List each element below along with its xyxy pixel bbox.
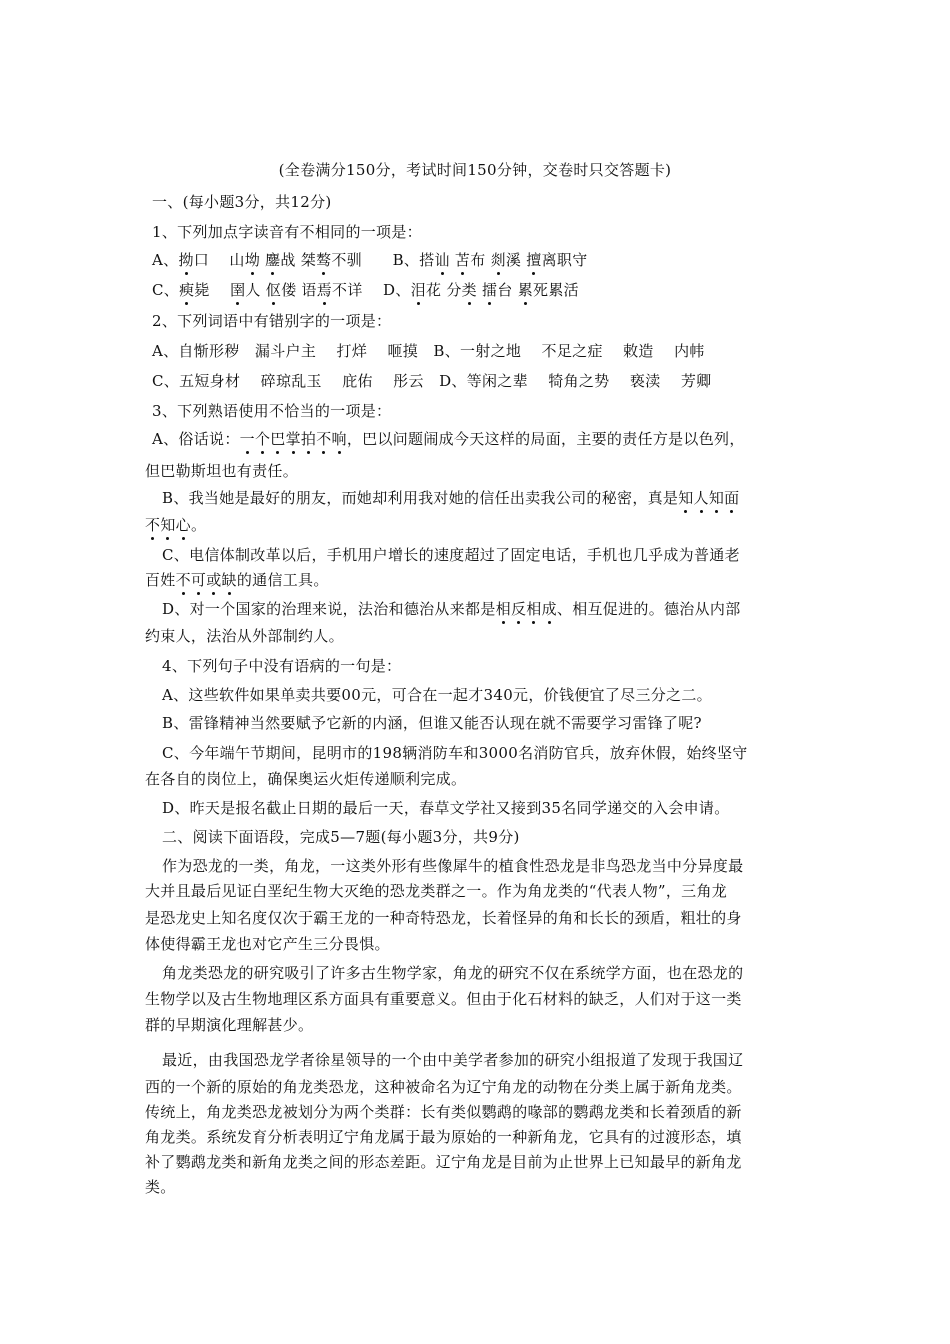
text-segment: 战 桀	[280, 251, 317, 269]
passage-p3-line: 补了鹦鹉龙类和新角龙类之间的形态差距。辽宁角龙是目前为止世界上已知最早的新角龙	[145, 1153, 742, 1171]
dotted-char: 成	[541, 600, 557, 618]
passage-p1-line: 大并且最后见证白垩纪生物大灭绝的恐龙类群之一。作为角龙类的“代表人物”，三角龙	[145, 882, 728, 900]
q3-option-c-cont	[145, 570, 329, 590]
q2-stem: 2、下列词语中有错别字的一项是：	[152, 312, 392, 330]
section1-title: 一、(每小题3分，共12分)	[152, 193, 332, 211]
text-segment: 。	[190, 516, 207, 534]
passage-p1-line: 作为恐龙的一类，角龙，一这类外形有些像犀牛的植食性恐龙是非鸟恐龙当中分异度最	[162, 857, 744, 875]
dotted-char: 反	[510, 600, 527, 618]
q1-stem: 1、下列加点字读音有不相同的一项是：	[152, 223, 422, 241]
dotted-char: 人	[693, 489, 709, 507]
dotted-char: 鏖	[265, 251, 281, 269]
dotted-char: 面	[724, 489, 740, 507]
dotted-char: 个	[254, 430, 271, 448]
dotted-char: 掌	[285, 430, 301, 448]
q3-option-a	[152, 429, 745, 449]
dotted-char: 响	[331, 430, 347, 448]
q3-option-a-cont: 但巴勒斯坦也有责任。	[145, 462, 299, 480]
passage-p1-line: 体使得霸王龙也对它产生三分畏惧。	[145, 935, 390, 953]
text-segment: ，巴以问题闹成今天这样的局面，主要的责任方是以色列，	[346, 430, 745, 448]
text-segment: D、对一个国家的治理来说，法治和德治从来都是	[162, 600, 496, 618]
text-segment: 死累活	[533, 281, 579, 299]
text-segment: 不驯 B、搭	[331, 251, 435, 269]
q2-options-cd: C、五短身材 碎琼乱玉 庇佑 彤云 D、等闲之辈 犄角之势 亵渎 芳卿	[152, 372, 712, 390]
dotted-char: 瘐	[179, 281, 195, 299]
dotted-char: 知	[708, 489, 725, 507]
dotted-char: 拍	[300, 430, 317, 448]
text-segment: 布	[470, 251, 491, 269]
dotted-char: 擅	[526, 251, 542, 269]
text-segment: A、俗话说：	[152, 430, 240, 448]
dotted-char: 相	[495, 600, 511, 618]
text-segment: 、相互促进的。德治从内部	[556, 600, 741, 618]
q2-options-ab: A、自惭形秽 漏斗户主 打烊 咂摸 B、一射之地 不足之症 敕造 内帏	[152, 342, 705, 360]
dotted-char: 可	[190, 571, 207, 589]
q3-stem: 3、下列熟语使用不恰当的一项是：	[152, 402, 392, 420]
passage-p3-line: 传统上，角龙类恐龙被划分为两个类群：长有类似鹦鹉的喙部的鹦鹉龙类和长着颈盾的新	[145, 1103, 742, 1121]
dotted-char: 知	[678, 489, 694, 507]
text-segment: 离职守	[541, 251, 588, 269]
section2-title: 二、阅读下面语段，完成5—7题(每小题3分，共9分)	[162, 828, 520, 846]
text-segment: 口 山	[193, 251, 245, 269]
text-segment: C、	[152, 281, 180, 299]
text-segment: 花 分	[425, 281, 462, 299]
text-segment: A、	[152, 251, 179, 269]
passage-p2-line: 生物学以及古生物地理区系方面具有重要意义。但由于化石材料的缺乏，人们对于这一类	[145, 990, 742, 1008]
q4-option-b: B、雷锋精神当然要赋予它新的内涵，但谁又能否认现在就不需要学习雷锋了呢?	[162, 714, 702, 732]
q4-option-d: D、昨天是报名截止日期的最后一天，春草文学社又接到35名同学递交的入会申请。	[162, 799, 730, 817]
dotted-char: 巴	[270, 430, 286, 448]
text-segment: 百姓	[145, 571, 176, 589]
q3-option-c: C、电信体制改革以后，手机用户增长的速度超过了固定电话，手机也几乎成为普通老	[162, 546, 740, 564]
passage-p3-line: 最近，由我国恐龙学者徐星领导的一个由中美学者参加的研究小组报道了发现于我国辽	[162, 1051, 744, 1069]
dotted-char: 心	[175, 516, 191, 534]
dotted-char: 讪	[434, 251, 450, 269]
dotted-char: 不	[316, 430, 332, 448]
passage-p1-line: 是恐龙史上知名度仅次于霸王龙的一种奇特恐龙，长着怪异的角和长长的颈盾，粗壮的身	[145, 909, 742, 927]
q4-option-a: A、这些软件如果单卖共要00元，可合在一起才340元，价钱便宜了尽三分之二。	[162, 686, 712, 704]
q1-options-ab	[152, 250, 588, 270]
passage-p3-line: 类。	[145, 1178, 176, 1196]
q4-stem: 4、下列句子中没有语病的一句是：	[162, 657, 402, 675]
dotted-char: 类	[461, 281, 477, 299]
dotted-char: 不	[175, 571, 191, 589]
q3-option-d-cont: 约束人，法治从外部制约人。	[145, 627, 344, 645]
text-segment: 毙	[194, 281, 231, 299]
dotted-char: 累	[517, 281, 534, 299]
dotted-char: 不	[145, 516, 161, 534]
dotted-char: 擂	[482, 281, 498, 299]
dotted-char: 骜	[316, 251, 332, 269]
text-segment: 溪	[505, 251, 527, 269]
exam-header: (全卷满分150分，考试时间150分钟，交卷时只交答题卡)	[278, 161, 672, 179]
passage-p2-line: 群的早期演化理解甚少。	[145, 1016, 314, 1034]
text-segment: 的通信工具。	[236, 571, 329, 589]
text-segment: B、我当她是最好的朋友，而她却利用我对她的信任出卖我公司的秘密，真是	[162, 489, 679, 507]
q3-option-b	[162, 488, 739, 508]
q1-options-cd	[152, 280, 579, 300]
dotted-char: 知	[160, 516, 176, 534]
passage-p3-line: 西的一个新的原始的角龙类恐龙，这种被命名为辽宁角龙的动物在分类上属于新角龙类。	[145, 1078, 742, 1096]
text-segment: 人	[245, 281, 266, 299]
dotted-char: 剡	[490, 251, 506, 269]
dotted-char: 缺	[221, 571, 237, 589]
dotted-char: 焉	[316, 281, 333, 299]
text-segment: 台	[497, 281, 518, 299]
dotted-char: 伛	[265, 281, 282, 299]
dotted-char: 相	[526, 600, 542, 618]
text-segment: 偻 语	[281, 281, 317, 299]
passage-p3-line: 角龙类。系统发育分析表明辽宁角龙属于最为原始的一种新角龙，它具有的过渡形态，填	[145, 1128, 742, 1146]
q3-option-d	[162, 599, 741, 619]
q4-option-c: C、今年端午节期间，昆明市的198辆消防车和3000名消防官兵，放弃休假，始终坚守	[162, 744, 748, 762]
q3-option-b-cont	[145, 515, 206, 535]
dotted-char: 拗	[178, 251, 194, 269]
dotted-char: 圉	[230, 281, 246, 299]
q4-option-c-cont: 在各自的岗位上，确保奥运火炬传递顺利完成。	[145, 770, 467, 788]
dotted-char: 坳	[244, 251, 261, 269]
dotted-char: 一	[239, 430, 255, 448]
passage-p2-line: 角龙类恐龙的研究吸引了许多古生物学家，角龙的研究不仅在系统学方面，也在恐龙的	[162, 964, 744, 982]
dotted-char: 泪	[410, 281, 426, 299]
dotted-char: 苫	[454, 251, 471, 269]
dotted-char: 或	[206, 571, 222, 589]
text-segment: 不详 D、	[332, 281, 411, 299]
